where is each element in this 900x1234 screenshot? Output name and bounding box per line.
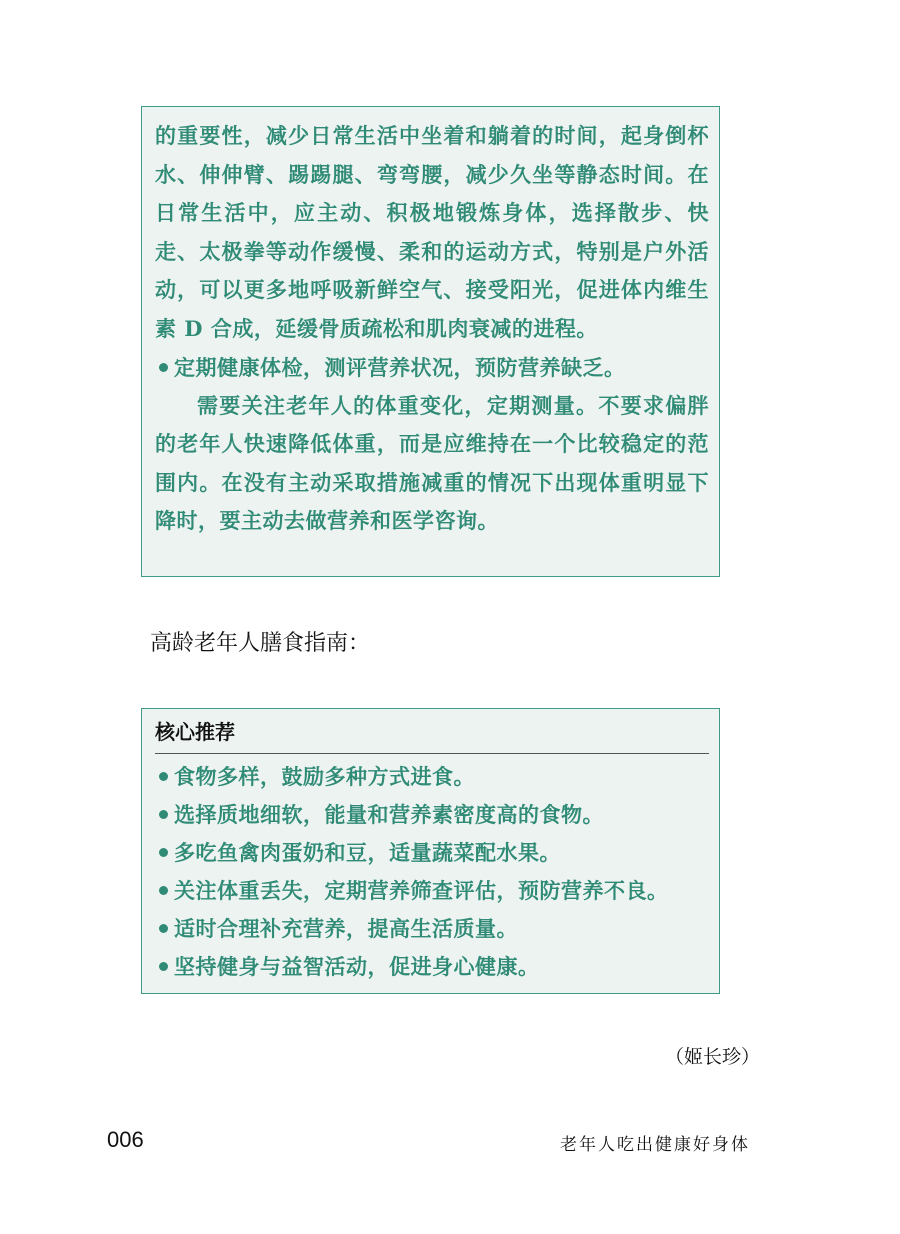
bullet-dot-icon (159, 810, 168, 819)
box-bullet-text: 定期健康体检，测评营养状况，预防营养缺乏。 (174, 354, 626, 380)
section-heading: 高龄老年人膳食指南： (150, 631, 371, 656)
bullet-dot-icon (159, 363, 168, 372)
author-credit: （姬长珍） (665, 1046, 761, 1068)
bullet-dot-icon (159, 924, 168, 933)
recommendation-text: 关注体重丢失，定期营养筛查评估，预防营养不良。 (174, 878, 669, 903)
recommendation-text: 坚持健身与益智活动，促进身心健康。 (174, 954, 540, 979)
recommendation-item (155, 872, 709, 910)
core-recommendations-title: 核心推荐 (155, 717, 709, 754)
recommendation-item (155, 834, 709, 872)
box-paragraph: 的重要性，减少日常生活中坐着和躺着的时间，起身倒杯水、伸伸臂、踢踢腿、弯弯腰，减少久坐等静态时间。在日常生活中，应主动、积极地锻炼身体，选择散步、快走、太极拳等动作缓慢、柔和的运动方式，特别是户外活动，可以更多地呼吸新鲜空气、接受阳光，促进体内维生素 D 合成，延缓骨质疏松和肌肉衰减的进程。 (155, 123, 709, 341)
bullet-dot-icon (159, 962, 168, 971)
bullet-dot-icon (159, 848, 168, 857)
recommendation-text: 食物多样，鼓励多种方式进食。 (174, 764, 475, 789)
box-paragraph: 需要关注老年人的体重变化，定期测量。不要求偏胖的老年人快速降低体重，而是应维持在一个比较稳定的范围内。在没有主动采取措施减重的情况下出现体重明显下降时，要主动去做营养和医学咨询。 (155, 392, 709, 534)
recommendation-text: 多吃鱼禽肉蛋奶和豆，适量蔬菜配水果。 (174, 840, 561, 865)
recommendation-item (155, 948, 709, 986)
core-recommendations-box (141, 708, 720, 994)
recommendation-item (155, 910, 709, 948)
page-number: 006 (107, 1127, 144, 1152)
recommendation-text: 适时合理补充营养，提高生活质量。 (174, 916, 518, 941)
recommendation-item (155, 758, 709, 796)
box-bullet-item (155, 349, 709, 387)
running-book-title: 老年人吃出健康好身体 (560, 1135, 750, 1155)
recommendation-item (155, 796, 709, 834)
continued-text-box (141, 106, 720, 577)
recommendation-text: 选择质地细软，能量和营养素密度高的食物。 (174, 802, 604, 827)
bullet-dot-icon (159, 886, 168, 895)
bullet-dot-icon (159, 772, 168, 781)
